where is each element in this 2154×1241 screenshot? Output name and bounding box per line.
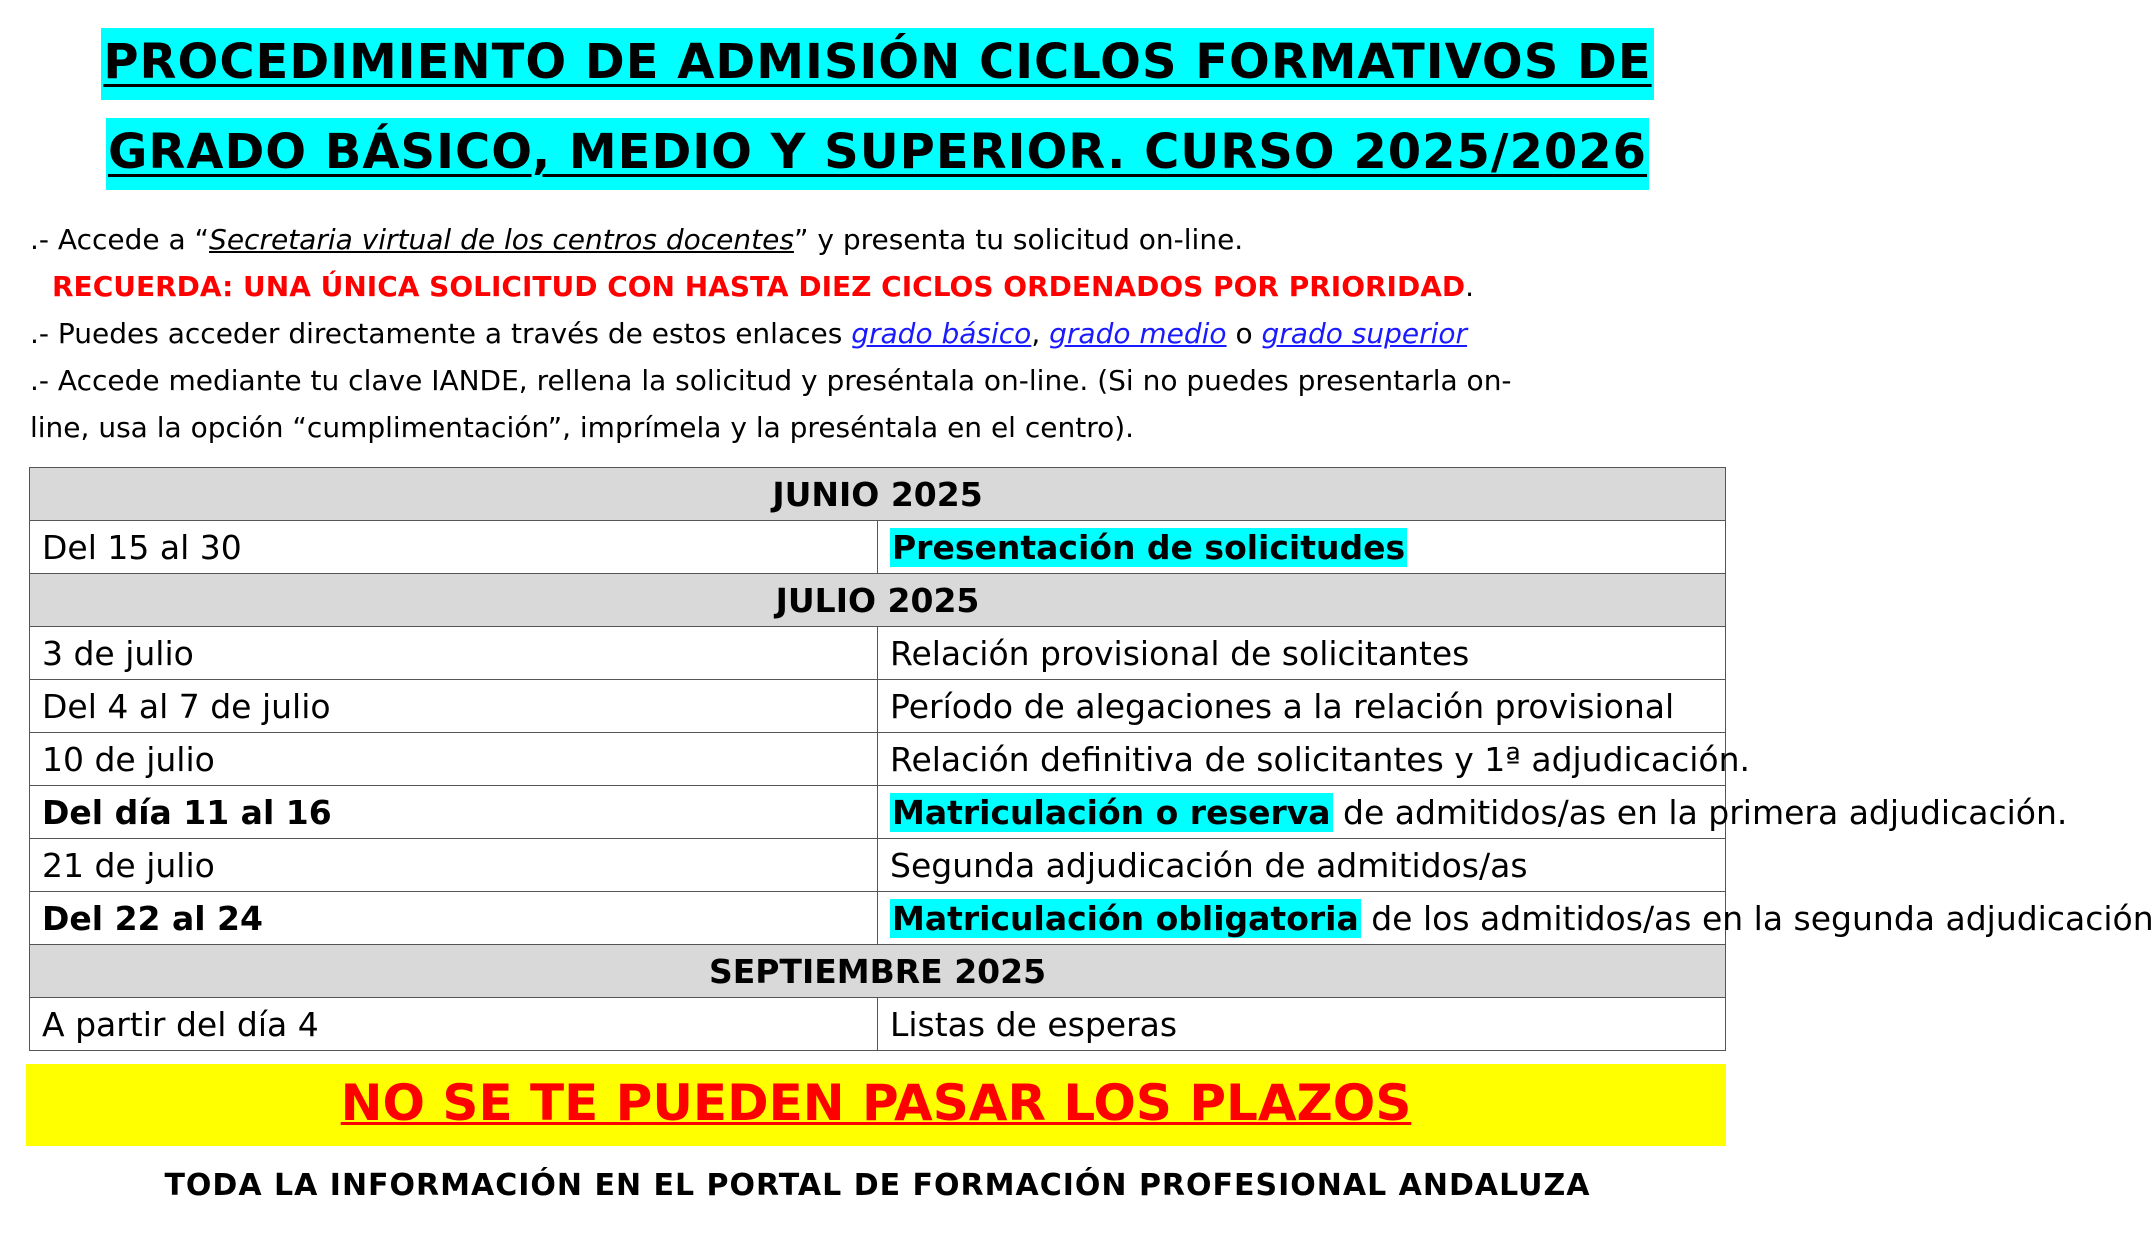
row-date: 21 de julio (30, 839, 878, 892)
grado-medio-link[interactable]: grado medio (1049, 317, 1227, 350)
month-june: JUNIO 2025 (30, 468, 1726, 521)
row-description: Listas de esperas (878, 998, 1726, 1051)
row-description (878, 786, 2068, 839)
month-row (30, 468, 1726, 521)
title-line-2: GRADO BÁSICO, MEDIO Y SUPERIOR. CURSO 2025/2026 (106, 118, 1649, 190)
deadline-warning-text: NO SE TE PUEDEN PASAR LOS PLAZOS (340, 1074, 1412, 1132)
month-september: SEPTIEMBRE 2025 (30, 945, 1726, 998)
iande-line-2: line, usa la opción “cumplimentación”, imprímela y la preséntala en el centro). (30, 411, 1135, 444)
grado-superior-link[interactable]: grado superior (1261, 317, 1468, 350)
table-row (30, 839, 1726, 892)
row-date: 3 de julio (30, 627, 878, 680)
row-date: Del 4 al 7 de julio (30, 680, 878, 733)
row-description: Segunda adjudicación de admitidos/as (878, 839, 1726, 892)
page-title (0, 28, 1755, 190)
reminder-period: . (1465, 270, 1475, 303)
schedule-table (29, 467, 2154, 1051)
secretaria-virtual-link[interactable]: Secretaria virtual de los centros docentes (209, 223, 794, 256)
table-row (30, 627, 1726, 680)
table-row (30, 786, 1726, 839)
row-description (878, 521, 1726, 574)
links-line (30, 310, 1730, 357)
month-july: JULIO 2025 (30, 574, 1726, 627)
separator: o (1226, 317, 1262, 350)
row-description: Período de alegaciones a la relación provisional (878, 680, 1726, 733)
description-text: de admitidos/as en la primera adjudicación. (1332, 792, 2068, 832)
iande-line-1: .- Accede mediante tu clave IANDE, rellena la solicitud y preséntala on-line. (Si no puedes presentarla on- (30, 364, 1512, 397)
row-description: Relación definitiva de solicitantes y 1ª adjudicación. (878, 733, 1726, 786)
separator: , (1031, 317, 1050, 350)
table-row (30, 680, 1726, 733)
reminder-line (30, 263, 1730, 310)
grado-basico-link[interactable]: grado básico (851, 317, 1032, 350)
row-description (878, 892, 2154, 945)
table-row (30, 521, 1726, 574)
intro-instructions (30, 216, 1730, 451)
table-row (30, 998, 1726, 1051)
description-text: de los admitidos/as en la segunda adjudicación (1360, 898, 2154, 938)
reminder-text: RECUERDA: UNA ÚNICA SOLICITUD CON HASTA DIEZ CICLOS ORDENADOS POR PRIORIDAD (52, 270, 1466, 303)
intro-access-line (30, 216, 1730, 263)
row-date: Del 22 al 24 (30, 892, 878, 945)
highlight-text: Matriculación obligatoria (892, 898, 1359, 938)
table-row (30, 733, 1726, 786)
table-row (30, 892, 1726, 945)
deadline-warning-banner (26, 1064, 1726, 1146)
intro-text: ” y presenta tu solicitud on-line. (793, 223, 1244, 256)
month-row (30, 574, 1726, 627)
row-description: Relación provisional de solicitantes (878, 627, 1726, 680)
intro-text: .- Accede a “ (30, 223, 210, 256)
month-row (30, 945, 1726, 998)
row-date: A partir del día 4 (30, 998, 878, 1051)
title-line-1: PROCEDIMIENTO DE ADMISIÓN CICLOS FORMATIVOS DE (101, 28, 1653, 100)
footer-info: TODA LA INFORMACIÓN EN EL PORTAL DE FORMACIÓN PROFESIONAL ANDALUZA (164, 1168, 1591, 1203)
row-date: Del día 11 al 16 (30, 786, 878, 839)
highlight-text: Presentación de solicitudes (892, 527, 1406, 567)
row-date: 10 de julio (30, 733, 878, 786)
row-date: Del 15 al 30 (30, 521, 878, 574)
intro-text: .- Puedes acceder directamente a través de estos enlaces (30, 317, 852, 350)
highlight-text: Matriculación o reserva (892, 792, 1331, 832)
